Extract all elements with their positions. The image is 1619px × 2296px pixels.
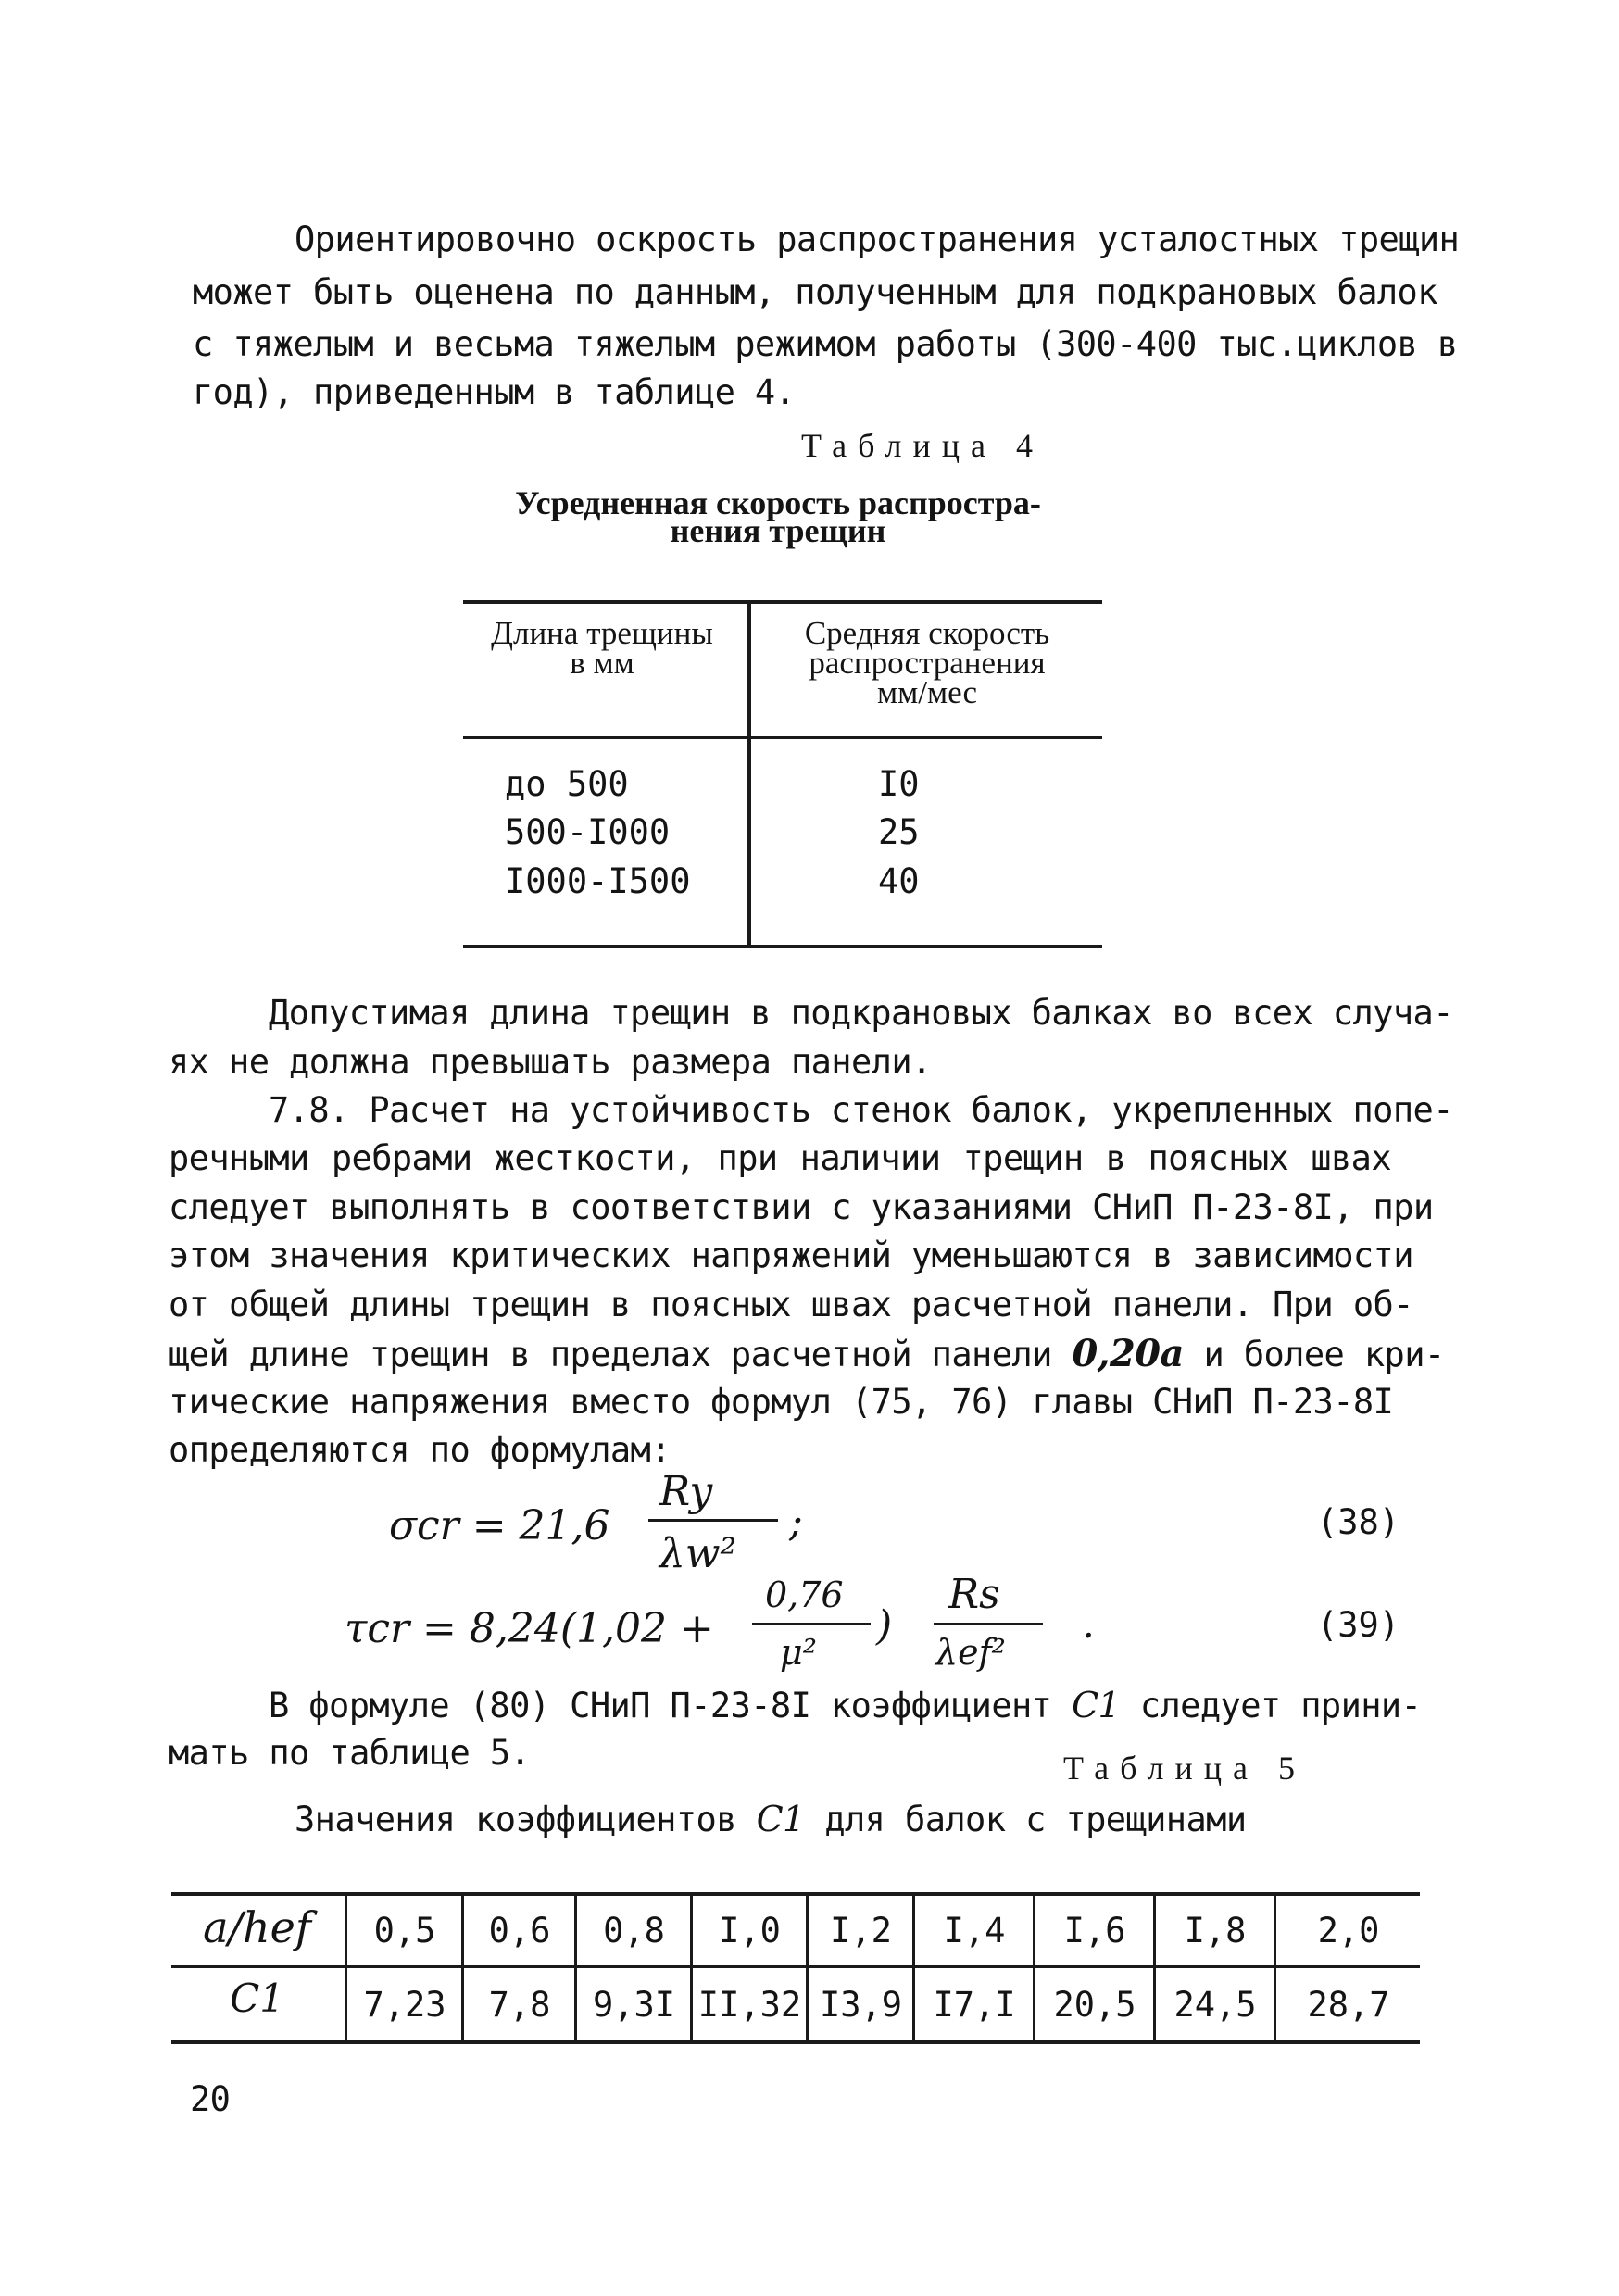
para3-line-5: от общей длины трещин в поясных швах расчетной панели. При об- xyxy=(169,1285,1413,1324)
para3-line-6-start: щей длине трещин в пределах расчетной панели xyxy=(169,1335,1052,1374)
table5-coefficient-cell: 28,7 xyxy=(1307,1985,1390,2025)
formula-39-number: (39) xyxy=(1317,1605,1400,1645)
table5-ratio-cell: 0,5 xyxy=(373,1911,436,1951)
table5-middle-rule xyxy=(171,1965,1420,1968)
table5-ratio-cell: I,2 xyxy=(830,1911,892,1951)
table4-title-line-2: нения трещин xyxy=(670,512,886,549)
table5-title xyxy=(295,1801,1247,1837)
table4-header-speed-line-1: Средняя скорость xyxy=(804,615,1050,651)
table4-bottom-rule xyxy=(463,945,1102,948)
para3-line-6 xyxy=(169,1332,1445,1375)
formula-39-fraction-bar-2 xyxy=(934,1623,1043,1625)
para2-line-1: Допустимая длина трещин в подкрановых балках во всех случа- xyxy=(269,993,1453,1033)
table4-header-speed xyxy=(752,615,1102,710)
para3-line-1: 7.8. Расчет на устойчивость стенок балок, укрепленных попе- xyxy=(269,1090,1453,1130)
para1-line-1: Ориентировочно оскрость распространения усталостных трещин xyxy=(295,220,1460,259)
table5-caption: Таблица 5 xyxy=(1063,1750,1306,1787)
para4-line-1-end: следует прини- xyxy=(1139,1686,1422,1725)
formula-39-frac2-den: λef² xyxy=(935,1632,1006,1673)
para1-line-4: год), приведенным в таблице 4. xyxy=(193,372,796,412)
table5-coefficient-cell: 9,3I xyxy=(592,1985,676,2025)
para1-line-2: может быть оценена по данным, полученным для подкрановых балок xyxy=(193,272,1437,312)
formula-39-frac1-num: 0,76 xyxy=(765,1575,844,1615)
para1-line-3: с тяжелым и весьма тяжелым режимом работы (300-400 тыс.циклов в xyxy=(193,324,1458,364)
table5-title-start: Значения коэффициентов xyxy=(295,1800,736,1839)
table4-title-line-1: Усредненная скорость распростра- xyxy=(515,484,1041,521)
table4-row-1-length: до 500 xyxy=(505,764,629,804)
table5-column-divider xyxy=(345,1894,347,2042)
table5-ratio-cell: 0,8 xyxy=(603,1911,665,1951)
table5-ratio-cell: I,8 xyxy=(1184,1911,1247,1951)
table5-top-rule xyxy=(171,1892,1420,1896)
table4-header-rule xyxy=(463,736,1102,739)
formula-39-paren: ) xyxy=(876,1602,893,1650)
formula-39-frac2-num: Rs xyxy=(948,1571,1000,1618)
table4-column-divider xyxy=(747,600,751,948)
para3-line-6-end: и более кри- xyxy=(1203,1335,1445,1374)
table5-row2-label: C1 xyxy=(230,1976,284,2021)
table5-column-divider xyxy=(1033,1894,1035,2042)
table5-coefficient-cell: 7,8 xyxy=(488,1985,551,2025)
table5-ratio-cell: 0,6 xyxy=(488,1911,551,1951)
page-number: 20 xyxy=(190,2079,231,2119)
table5-column-divider xyxy=(912,1894,915,2042)
table4-row-2-speed: 25 xyxy=(878,812,920,852)
table5-row1-label: a/hef xyxy=(203,1902,311,1952)
table4-header-length-line-2: в мм xyxy=(570,645,634,681)
para3-line-3: следует выполнять в соответствии с указаниями СНиП П-23-8I, при xyxy=(169,1187,1434,1227)
para3-line-4: этом значения критических напряжений уменьшаются в зависимости xyxy=(169,1236,1413,1275)
table5-ratio-cell: I,0 xyxy=(719,1911,781,1951)
formula-38-fraction-bar xyxy=(648,1519,778,1522)
para4-line-2: мать по таблице 5. xyxy=(169,1733,531,1773)
table4-caption: Таблица 4 xyxy=(801,427,1044,464)
table4-row-2-length: 500-I000 xyxy=(505,812,671,852)
formula-38-lhs: σcr = 21,6 xyxy=(389,1502,610,1549)
para4-line-1-start: В формуле (80) СНиП П-23-8I коэффициент xyxy=(269,1686,1052,1725)
table5-column-divider xyxy=(1153,1894,1156,2042)
formula-39-frac1-den: μ² xyxy=(780,1632,817,1673)
table5-ratio-cell: I,4 xyxy=(943,1911,1006,1951)
table5-coefficient-cell: 24,5 xyxy=(1173,1985,1257,2025)
table5-column-divider xyxy=(1274,1894,1276,2042)
para4-line-1 xyxy=(269,1687,1421,1723)
coefficient-c1: C1 xyxy=(1072,1685,1121,1725)
table5-coefficient-cell: 7,23 xyxy=(363,1985,446,2025)
table5-title-end: для балок с трещинами xyxy=(824,1800,1247,1839)
table4-title xyxy=(445,484,1111,549)
table5-coefficient-cell: II,32 xyxy=(697,1985,802,2025)
table5-coefficient-cell: I3,9 xyxy=(819,1985,903,2025)
table4-row-3-speed: 40 xyxy=(878,861,920,901)
table5-ratio-cell: I,6 xyxy=(1063,1911,1126,1951)
table4-header-speed-line-3: мм/мес xyxy=(876,674,978,710)
table5-column-divider xyxy=(461,1894,464,2042)
formula-38-tail: ; xyxy=(789,1499,803,1546)
formula-39-tail: . xyxy=(1082,1600,1095,1648)
formula-38-number: (38) xyxy=(1317,1502,1400,1542)
table4-top-rule xyxy=(463,600,1102,604)
table5-coefficient-cell: 20,5 xyxy=(1053,1985,1136,2025)
formula-38-denominator: λw² xyxy=(659,1530,737,1577)
table5-ratio-cell: 2,0 xyxy=(1317,1911,1380,1951)
formula-39-fraction-bar-1 xyxy=(752,1623,871,1625)
table5-column-divider xyxy=(574,1894,577,2042)
table5-column-divider xyxy=(806,1894,809,2042)
para3-line-2: речными ребрами жесткости, при наличии трещин в поясных швах xyxy=(169,1138,1391,1178)
table5-column-divider xyxy=(690,1894,693,2042)
table5-title-coefficient: C1 xyxy=(756,1799,805,1839)
para3-line-8: определяются по формулам: xyxy=(169,1430,671,1470)
para3-line-7: тические напряжения вместо формул (75, 76) главы СНиП П-23-8I xyxy=(169,1382,1394,1422)
para2-line-2: ях не должна превышать размера панели. xyxy=(169,1042,932,1082)
table4-row-1-speed: I0 xyxy=(878,764,920,804)
table4-header-speed-line-2: распространения xyxy=(809,645,1046,681)
table4-row-3-length: I000-I500 xyxy=(505,861,691,901)
formula-38-numerator: Ry xyxy=(659,1468,713,1515)
formula-39-lhs: τcr = 8,24(1,02 + xyxy=(345,1605,714,1652)
table4-header-length-line-1: Длина трещины xyxy=(491,615,713,651)
table4-header-length xyxy=(463,615,741,681)
panel-length-formula: 0,20a xyxy=(1072,1332,1184,1375)
table5-bottom-rule xyxy=(171,2040,1420,2044)
table5-coefficient-cell: I7,I xyxy=(933,1985,1016,2025)
